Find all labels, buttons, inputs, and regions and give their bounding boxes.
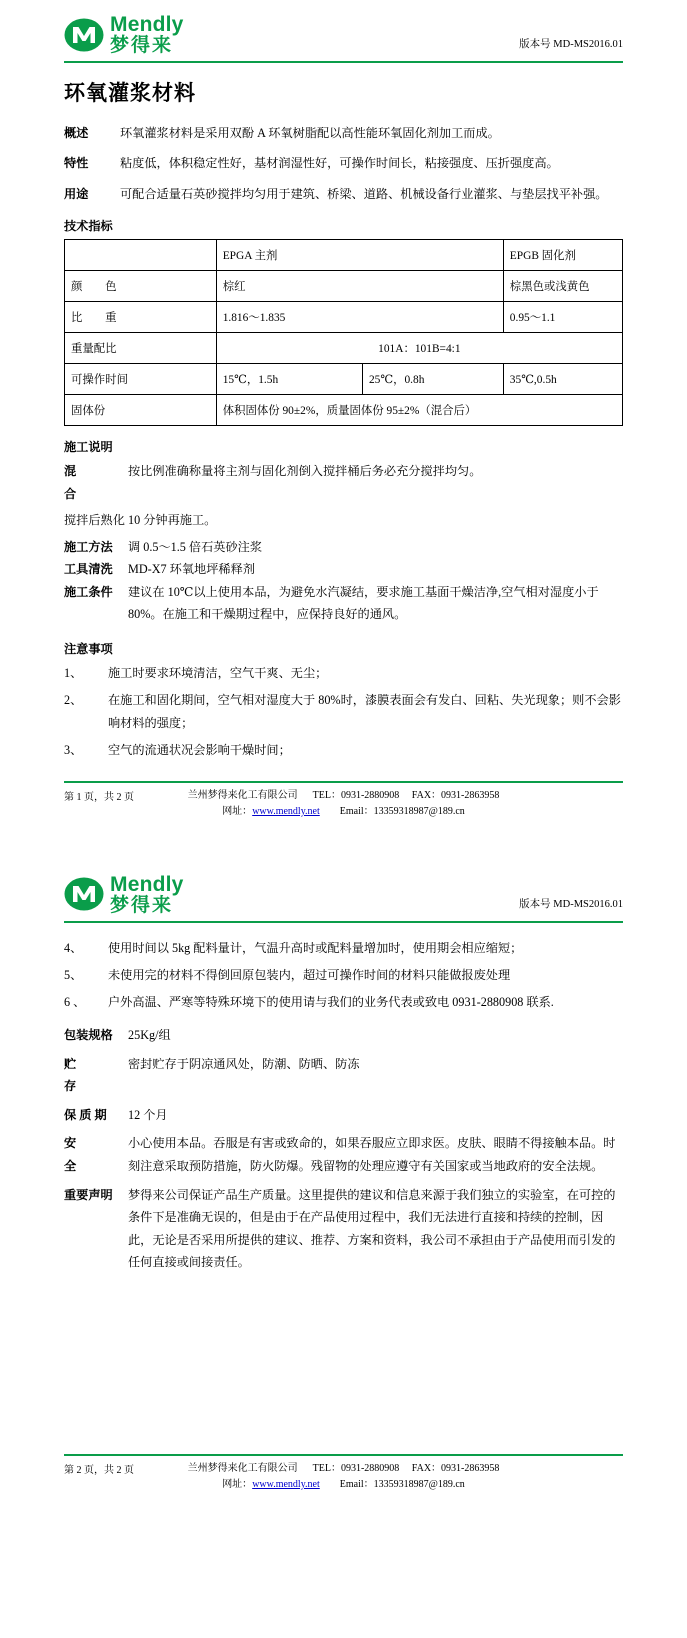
- method-row: [64, 536, 623, 559]
- safety-text: 小心使用本品。吞服是有害或致命的，如果吞服应立即求医。皮肤、眼睛不得接触本品。时刻注意采取预防措施，防火防爆。残留物的处理应遵守有关国家或当地政府的安全法规。: [128, 1136, 616, 1173]
- footer-web-link[interactable]: www.mendly.net: [252, 1478, 320, 1490]
- footer-web-label: 网址：: [222, 805, 253, 817]
- footer-web-link[interactable]: www.mendly.net: [252, 805, 320, 817]
- spec-cell: 棕黑色或浅黄色: [503, 271, 622, 302]
- list-item-text: 未使用完的材料不得倒回原包装内，超过可操作时间的材料只能做报废处理: [108, 967, 511, 982]
- usage-label: 用途: [64, 186, 89, 201]
- features-row: [64, 153, 623, 174]
- usage-row: [64, 184, 623, 205]
- mix-label: 混 合: [64, 464, 119, 501]
- safety-row: [64, 1132, 623, 1177]
- table-row: [65, 240, 623, 271]
- disclaimer-text: 梦得来公司保证产品生产质量。这里提供的建议和信息来源于我们独立的实验室，在可控的条件下是准确无误的，但是由于在产品使用过程中，我们无法进行直接和持续的控制，因此，无论是否采用所提供的建议、推荐、方案和资料，我公司不承担由于产品使用而引发的任何直接或间接责任。: [128, 1187, 616, 1270]
- packaging-row: [64, 1024, 623, 1047]
- spec-header-blank: [65, 240, 217, 271]
- conditions-row: [64, 581, 623, 626]
- cleaning-label: 工具清洗: [64, 562, 113, 577]
- conditions-text: 建议在 10℃以上使用本品，为避免水汽凝结，要求施工基面干燥洁净,空气相对湿度小于 80%。在施工和干燥期过程中，应保持良好的通风。: [128, 584, 599, 622]
- brand-name-en: Mendly: [110, 13, 184, 36]
- spec-table: [64, 239, 623, 426]
- brand-logo: [64, 14, 184, 55]
- list-item-number: 2、: [64, 693, 83, 708]
- table-row: [65, 302, 623, 333]
- footer-fax: FAX：0931-2863958: [411, 1462, 500, 1474]
- footer-tel: TEL：0931-2880908: [312, 789, 400, 801]
- document-page-2: [0, 860, 687, 1493]
- spec-cell: 15℃，1.5h: [216, 364, 362, 395]
- footer-page-number: 第 1 页，共 2 页: [64, 791, 134, 803]
- spec-header-b: EPGB 固化剂: [503, 240, 622, 271]
- storage-text: 密封贮存于阴凉通风处，防潮、防晒、防冻: [128, 1056, 360, 1071]
- list-item-number: 4、: [64, 940, 83, 955]
- footer-web-line: [134, 1477, 553, 1493]
- footer-email-label: Email：: [339, 805, 374, 817]
- list-item: [64, 991, 623, 1014]
- page-header: [64, 860, 623, 915]
- spec-cell: 1.816～1.835: [216, 302, 503, 333]
- table-row: [65, 271, 623, 302]
- cleaning-row: [64, 558, 623, 581]
- list-item-text: 在施工和固化期间，空气相对湿度大于 80%时，漆膜表面会有发白、回粘、失光现象；则不会影响材料的强度；: [108, 693, 621, 731]
- disclaimer-label: 重要声明: [64, 1187, 113, 1202]
- storage-row: [64, 1053, 623, 1098]
- notice-list: [64, 662, 623, 763]
- brand-name-cn: 梦得来: [110, 894, 174, 916]
- brand-logo: [64, 874, 184, 915]
- list-item-text: 户外高温、严寒等特殊环境下的使用请与我们的业务代表或致电 0931-2880908 联系.: [108, 995, 554, 1009]
- spec-cell: 35℃,0.5h: [503, 364, 622, 395]
- spec-row-label: 可操作时间: [65, 364, 217, 395]
- document-version: 版本号 MD-MS2016.01: [519, 898, 623, 910]
- page-header: [64, 0, 623, 55]
- features-text: 粘度低，体积稳定性好，基材润湿性好，可操作时间长，粘接强度、压折强度高。: [120, 156, 559, 171]
- table-row: [65, 333, 623, 364]
- list-item: [64, 739, 623, 762]
- footer-page-number: 第 2 页，共 2 页: [64, 1464, 134, 1476]
- overview-row: [64, 123, 623, 144]
- shelf-life-label: 保 质 期: [64, 1107, 107, 1122]
- table-row: [65, 395, 623, 426]
- safety-label: 安 全: [64, 1136, 119, 1173]
- logo-mark-icon: [64, 18, 104, 52]
- logo-mark-icon: [64, 877, 104, 911]
- spec-cell: 25℃，0.8h: [362, 364, 503, 395]
- construction-section-title: 施工说明: [64, 440, 113, 455]
- list-item-number: 5、: [64, 967, 83, 982]
- page-footer: [64, 1454, 623, 1493]
- footer-contact-line: [134, 788, 553, 804]
- method-label: 施工方法: [64, 539, 113, 554]
- brand-name-en: Mendly: [110, 872, 184, 896]
- mix-row: [64, 460, 623, 505]
- brand-name-cn: 梦得来: [110, 35, 174, 56]
- footer-email: 13359318987@189.cn: [373, 805, 465, 817]
- spec-cell: 0.95～1.1: [503, 302, 622, 333]
- spec-row-label: 重量配比: [65, 333, 217, 364]
- spec-row-label: 颜 色: [65, 271, 217, 302]
- spec-header-a: EPGA 主剂: [216, 240, 503, 271]
- list-item-text: 使用时间以 5kg 配料量计，气温升高时或配料量增加时，使用期会相应缩短；: [108, 940, 523, 955]
- list-item-number: 6 、: [64, 995, 86, 1009]
- mix-text: 按比例准确称量将主剂与固化剂倒入搅拌桶后务必充分搅拌均匀。: [128, 464, 482, 479]
- spec-section-title: 技术指标: [64, 219, 113, 234]
- shelf-life-text: 12 个月: [128, 1107, 168, 1122]
- header-divider: [64, 61, 623, 63]
- footer-tel: TEL：0931-2880908: [312, 1462, 400, 1474]
- footer-email-label: Email：: [339, 1478, 374, 1490]
- conditions-label: 施工条件: [64, 584, 113, 599]
- shelf-life-row: [64, 1104, 623, 1127]
- footer-web-line: [134, 804, 553, 820]
- overview-text: 环氧灌浆材料是采用双酚 A 环氧树脂配以高性能环氧固化剂加工而成。: [120, 126, 500, 140]
- page-title: 环氧灌浆材料: [64, 82, 196, 105]
- list-item: [64, 964, 623, 987]
- packaging-text: 25Kg/组: [128, 1028, 171, 1043]
- storage-label: 贮 存: [64, 1056, 119, 1094]
- footer-contact-line: [134, 1461, 553, 1477]
- mix-text-2: 搅拌后熟化 10 分钟再施工。: [64, 513, 217, 528]
- footer-company: 兰州梦得来化工有限公司: [187, 1462, 298, 1474]
- footer-email: 13359318987@189.cn: [373, 1478, 465, 1490]
- list-item: [64, 937, 623, 960]
- table-row: [65, 364, 623, 395]
- footer-fax: FAX：0931-2863958: [411, 789, 500, 801]
- method-text: 调 0.5～1.5 倍石英砂注浆: [128, 539, 263, 554]
- packaging-label: 包装规格: [64, 1028, 113, 1043]
- page-break: [0, 820, 687, 860]
- overview-label: 概述: [64, 126, 89, 140]
- disclaimer-row: [64, 1184, 623, 1274]
- features-label: 特性: [64, 156, 89, 171]
- page-whitespace: [64, 1274, 623, 1444]
- spec-cell: 101A：101B=4:1: [216, 333, 622, 364]
- notice-section-title: 注意事项: [64, 641, 113, 656]
- list-item-text: 施工时要求环境清洁，空气干爽、无尘；: [108, 665, 328, 680]
- list-item-text: 空气的流通状况会影响干燥时间；: [108, 743, 291, 758]
- notice-list-continued: [64, 937, 623, 1015]
- document-version: 版本号 MD-MS2016.01: [519, 39, 623, 50]
- list-item-number: 1、: [64, 665, 83, 680]
- list-item: [64, 662, 623, 685]
- header-divider: [64, 921, 623, 923]
- footer-company: 兰州梦得来化工有限公司: [187, 789, 298, 801]
- spec-cell: 棕红: [216, 271, 503, 302]
- spec-row-label: 固体份: [65, 395, 217, 426]
- list-item: [64, 689, 623, 735]
- spec-cell: 体积固体份 90±2%，质量固体份 95±2%（混合后）: [216, 395, 622, 426]
- page-footer: [64, 781, 623, 820]
- cleaning-text: MD-X7 环氧地坪稀释剂: [128, 562, 255, 577]
- list-item-number: 3、: [64, 743, 83, 758]
- footer-web-label: 网址：: [222, 1478, 253, 1490]
- spec-row-label: 比 重: [65, 302, 217, 333]
- usage-text: 可配合适量石英砂搅拌均匀用于建筑、桥梁、道路、机械设备行业灌浆、与垫层找平补强。: [120, 186, 608, 201]
